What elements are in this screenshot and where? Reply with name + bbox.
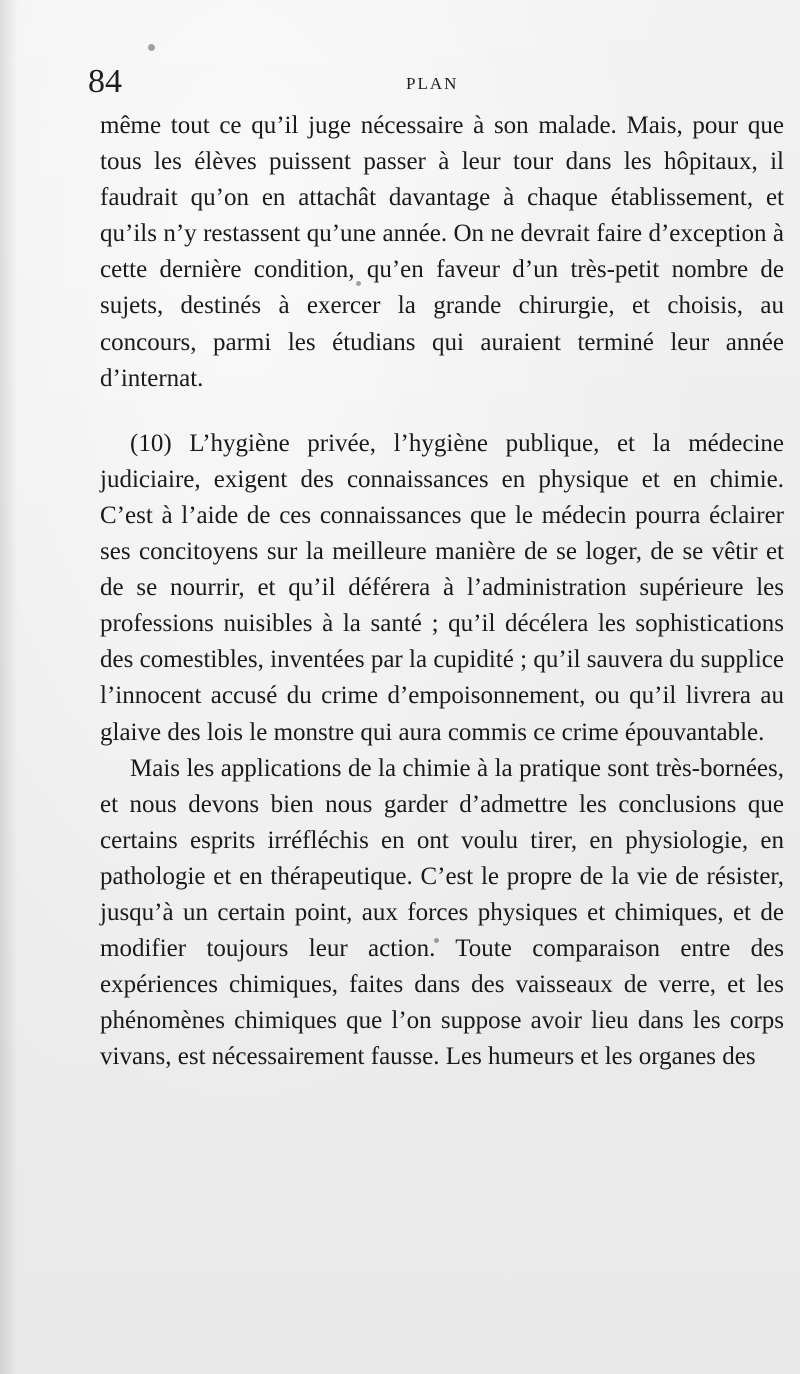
ink-spot (148, 44, 155, 51)
page-header (88, 62, 748, 102)
paragraph-note-10: (10) L’hygiène privée, l’hygiène publique, et la médecine judiciaire, exigent des connaissances en physique et en chimie. C’est à l’aide de ces connaissances que le médecin pourra éclairer ses concitoyens sur la meilleure manière de se loger, de se vêtir et de se nourrir, et qu’il déférera à l’administration supérieure les professions nuisibles à la santé ; qu’il décélera les sophistications des comestibles, inventées par la cupidité ; qu’il sauvera du supplice l’innocent accusé du crime d’empoisonnement, ou qu’il livrera au glaive des lois le monstre qui aura commis ce crime épouvantable. (100, 429, 784, 746)
page-number: 84 (88, 63, 122, 100)
paragraph-chemistry: Mais les applications de la chimie à la pratique sont très-bornées, et nous devons bien nous garder d’admettre les conclusions que certains esprits irréfléchis en ont voulu tirer, en physiologie, en pathologie et en thérapeutique. C’est le propre de la vie de résister, jusqu’à un certain point, aux forces physiques et chimiques, et de modifier toujours leur action. Toute comparaison entre des expériences chimiques, faites dans des vaisseaux de verre, et les phénomènes chimiques que l’on suppose avoir lieu dans les corps vivans, est nécessairement fausse. Les humeurs et les organes des (100, 754, 784, 1071)
body-text (100, 108, 784, 1075)
running-head: PLAN (406, 74, 459, 93)
paragraph-continuation: même tout ce qu’il juge nécessaire à son malade. Mais, pour que tous les élèves puissent passer à leur tour dans les hôpitaux, il faudrait qu’on en attachât davantage à chaque établissement, et qu’ils n’y restassent qu’une année. On ne devrait faire d’exception à cette dernière condition, qu’en faveur d’un très-petit nombre de sujets, destinés à exercer la grande chirurgie, et choisis, au concours, parmi les étudians qui auraient terminé leur année d’internat. (100, 112, 784, 392)
